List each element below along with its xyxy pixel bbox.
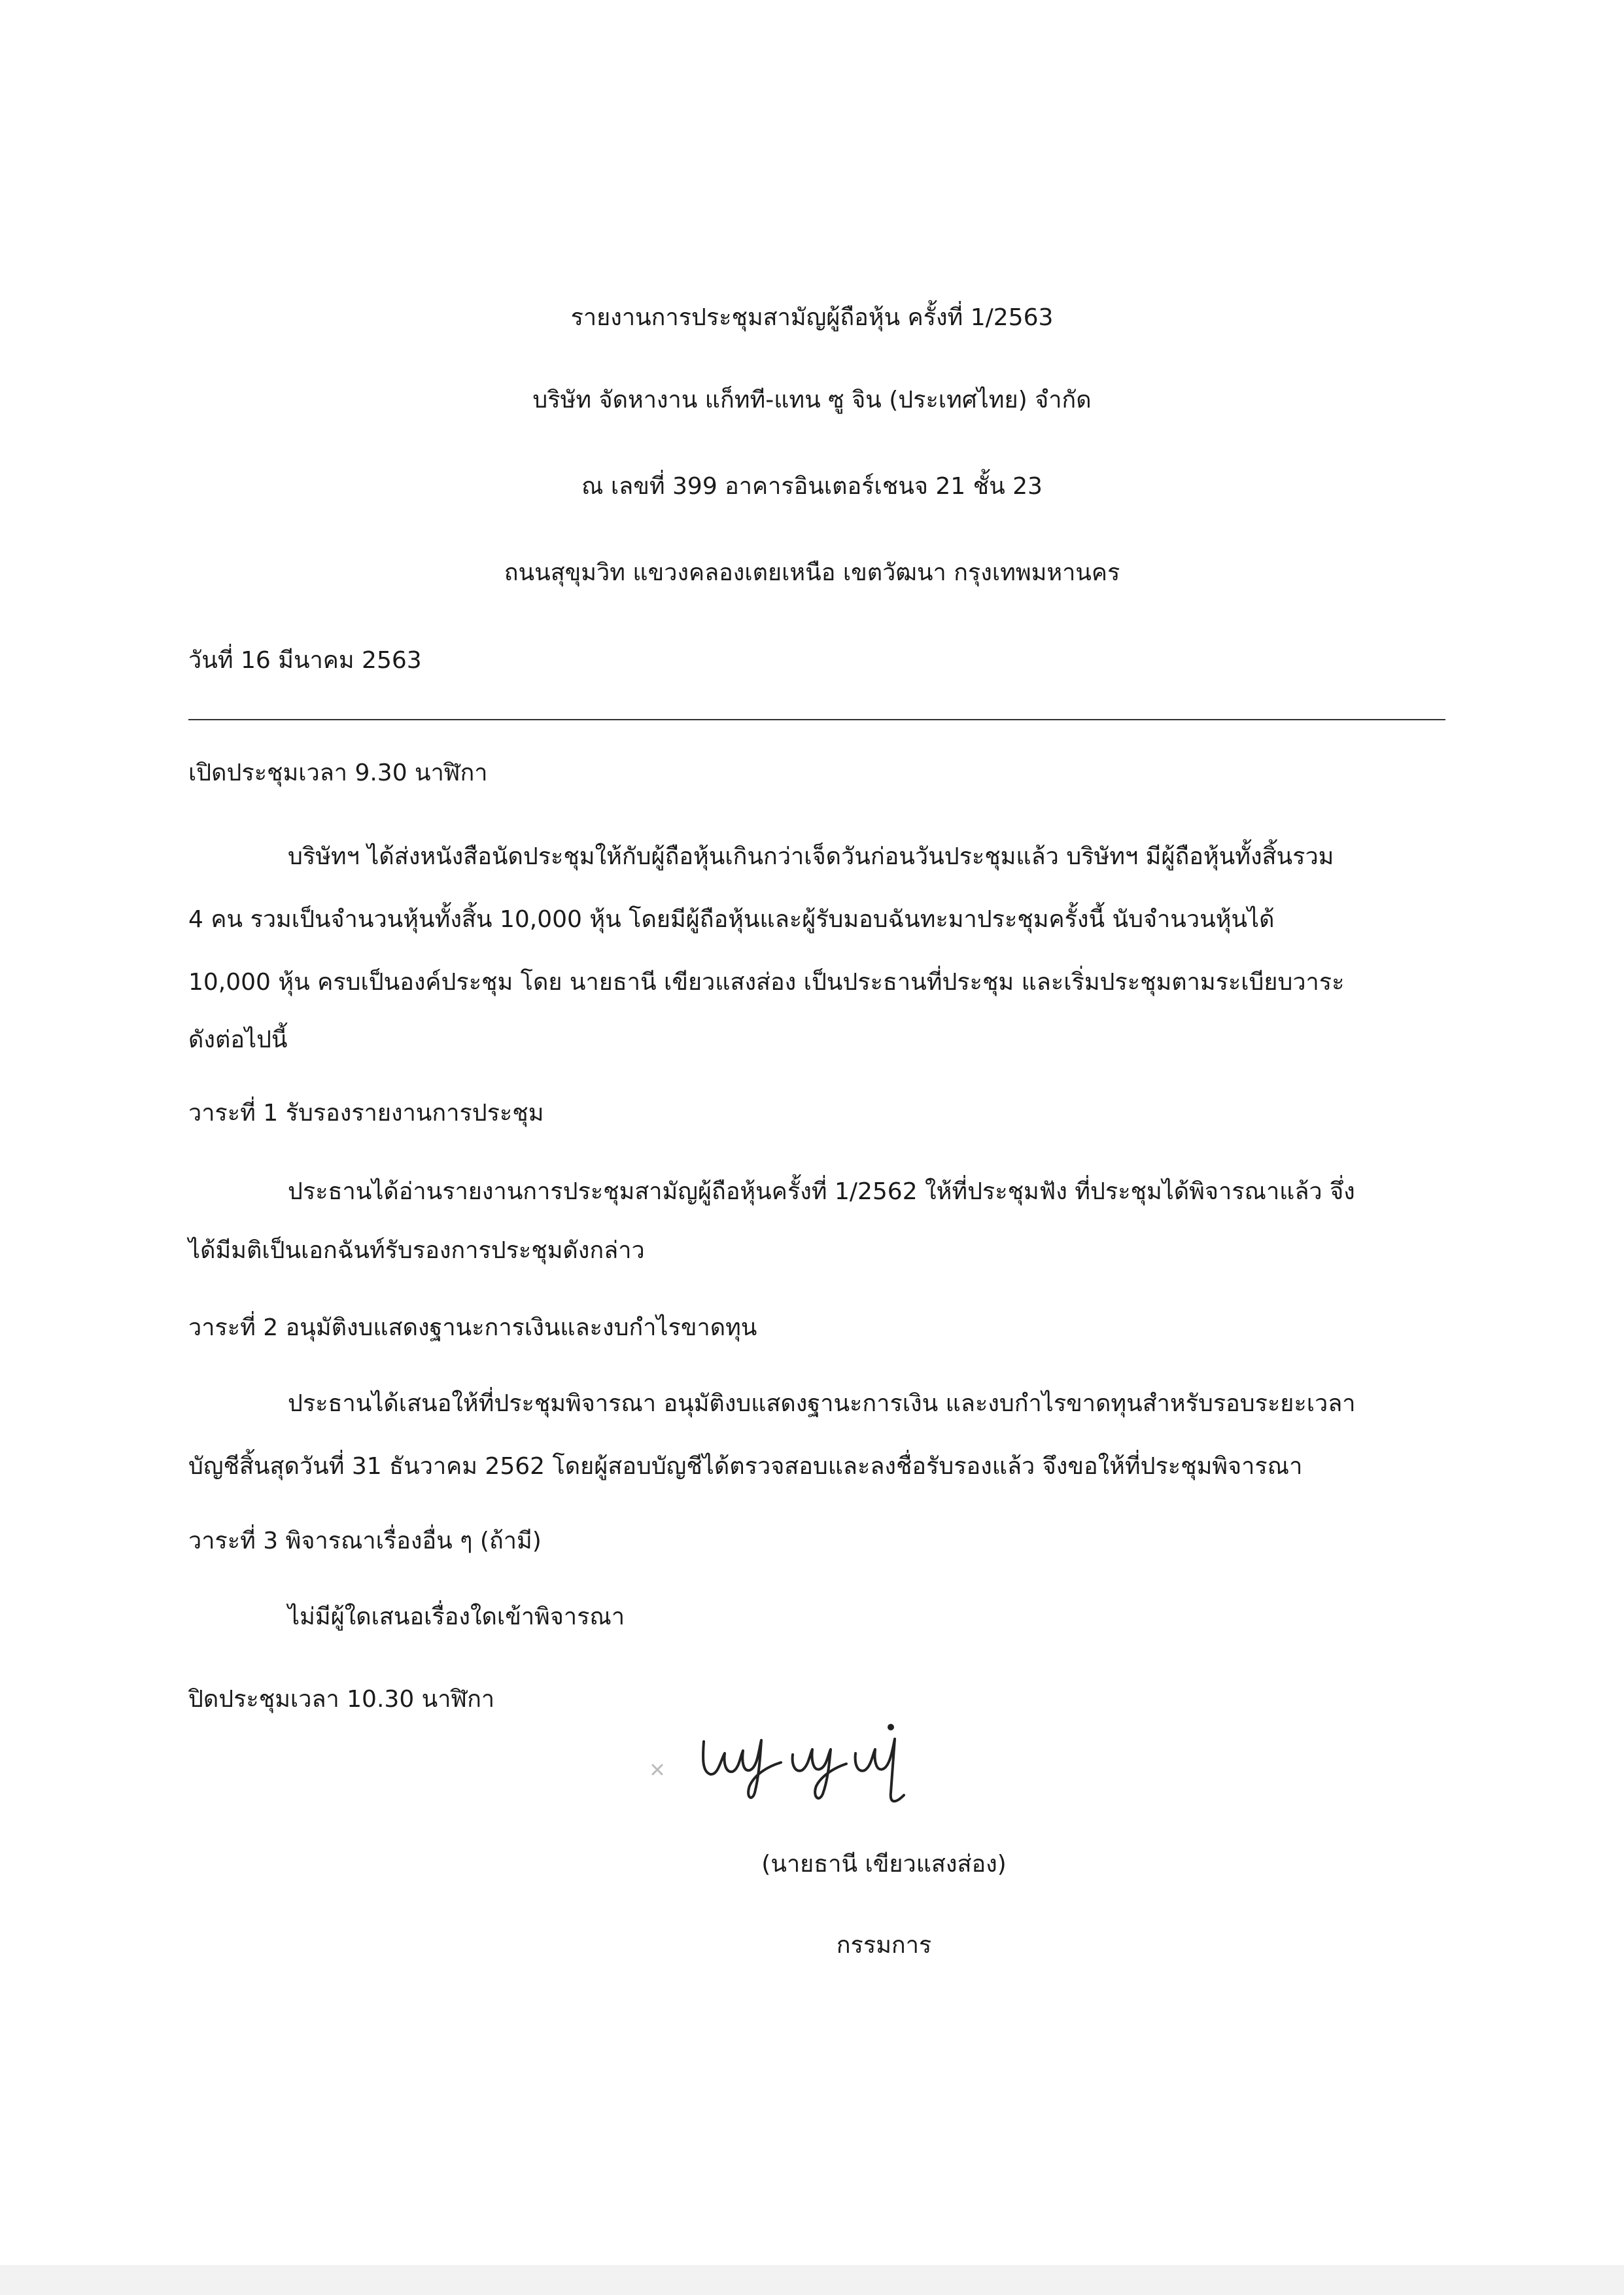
- agenda-1-heading: วาระที่ 1 รับรองรายงานการประชุม: [188, 1100, 544, 1127]
- address-line-2: ถนนสุขุมวิท แขวงคลองเตยเหนือ เขตวัฒนา กรุงเทพมหานคร: [504, 559, 1120, 586]
- agenda-2-line-1: ประธานได้เสนอให้ที่ประชุมพิจารณา อนุมัติงบแสดงฐานะการเงิน และงบกำไรขาดทุนสำหรับรอบระยะเวลา: [288, 1390, 1356, 1417]
- intro-line-3: 10,000 หุ้น ครบเป็นองค์ประชุม โดย นายธานี เขียวแสงส่อง เป็นประธานที่ประชุม และเริ่มประชุมตามระเบียบวาระ: [188, 969, 1345, 996]
- agenda-1-line-2: ได้มีมติเป็นเอกฉันท์รับรองการประชุมดังกล่าว: [188, 1237, 645, 1264]
- handwritten-signature: [648, 1714, 948, 1812]
- agenda-2-line-2: บัญชีสิ้นสุดวันที่ 31 ธันวาคม 2562 โดยผู้สอบบัญชีได้ตรวจสอบและลงชื่อรับรองแล้ว จึงขอให้ที่ประชุมพิจารณา: [188, 1453, 1303, 1480]
- intro-line-4: ดังต่อไปนี้: [188, 1026, 288, 1053]
- agenda-3-line-1: ไม่มีผู้ใดเสนอเรื่องใดเข้าพิจารณา: [288, 1603, 625, 1630]
- agenda-3-heading: วาระที่ 3 พิจารณาเรื่องอื่น ๆ (ถ้ามี): [188, 1528, 542, 1554]
- opening-time: เปิดประชุมเวลา 9.30 นาฬิกา: [188, 760, 488, 786]
- address-line-1: ณ เลขที่ 399 อาคารอินเตอร์เชนจ 21 ชั้น 23: [581, 473, 1043, 500]
- signatory-title: กรรมการ: [836, 1932, 932, 1959]
- scan-edge-band: [0, 2265, 1624, 2295]
- closing-time: ปิดประชุมเวลา 10.30 นาฬิกา: [188, 1686, 495, 1713]
- agenda-2-heading: วาระที่ 2 อนุมัติงบแสดงฐานะการเงินและงบกำไรขาดทุน: [188, 1314, 757, 1341]
- document-title: รายงานการประชุมสามัญผู้ถือหุ้น ครั้งที่ 1/2563: [570, 304, 1054, 331]
- company-name: บริษัท จัดหางาน แก็ทที-แทน ซู จิน (ประเทศไทย) จำกัด: [532, 387, 1092, 413]
- intro-line-1: บริษัทฯ ได้ส่งหนังสือนัดประชุมให้กับผู้ถือหุ้นเกินกว่าเจ็ดวันก่อนวันประชุมแล้ว บริษัทฯ มีผู้ถือหุ้นทั้งสิ้นรวม: [288, 843, 1334, 870]
- meeting-date: วันที่ 16 มีนาคม 2563: [188, 647, 422, 674]
- signatory-name: (นายธานี เขียวแสงส่อง): [761, 1851, 1007, 1878]
- header-divider: [188, 719, 1445, 720]
- agenda-1-line-1: ประธานได้อ่านรายงานการประชุมสามัญผู้ถือหุ้นครั้งที่ 1/2562 ให้ที่ประชุมฟัง ที่ประชุมได้พิจารณาแล้ว จึ่ง: [288, 1178, 1355, 1205]
- intro-line-2: 4 คน รวมเป็นจำนวนหุ้นทั้งสิ้น 10,000 หุ้น โดยมีผู้ถือหุ้นและผู้รับมอบฉันทะมาประชุมครั้งนี้ นับจำนวนหุ้นได้: [188, 906, 1275, 933]
